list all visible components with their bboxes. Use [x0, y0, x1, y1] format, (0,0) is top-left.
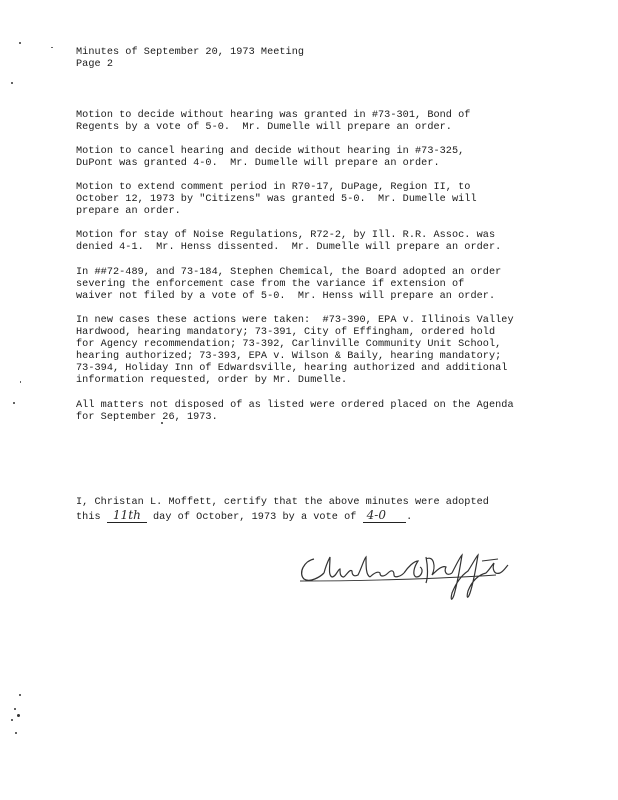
vote-handwritten: 4-0 [366, 508, 387, 522]
paragraph-line: for September 26, 1973. [76, 412, 218, 423]
certification-line: I, Christan L. Moffett, certify that the above minutes were adopted [76, 497, 489, 508]
scan-speck [19, 694, 21, 696]
paragraph-line: 73-394, Holiday Inn of Edwardsville, hearing authorized and additional [76, 363, 508, 374]
certification-middle: day of October, 1973 by a vote of [146, 512, 363, 523]
paragraph-line: DuPont was granted 4-0. Mr. Dumelle will prepare an order. [76, 158, 440, 169]
scan-speck [11, 82, 13, 84]
paragraph-line: Motion to extend comment period in R70-17, DuPage, Region II, to [76, 182, 471, 193]
header-title: Minutes of September 20, 1973 Meeting [76, 47, 305, 58]
signature [296, 547, 516, 607]
paragraph-line: Motion to cancel hearing and decide without hearing in #73-325, [76, 146, 465, 157]
paragraph-line: hearing authorized; 73-393, EPA v. Wilson & Baily, hearing mandatory; [76, 351, 502, 362]
day-handwritten: 11th [112, 508, 141, 522]
scan-speck [20, 381, 21, 383]
scan-speck [11, 719, 13, 721]
certification-line-2 [76, 509, 412, 524]
day-blank [107, 509, 147, 524]
scan-speck [13, 402, 15, 404]
paragraph-line: waiver not filed by a vote of 5-0. Mr. Henss will prepare an order. [76, 291, 496, 302]
paragraph-line: All matters not disposed of as listed were ordered placed on the Agenda [76, 400, 514, 411]
paragraph-line: prepare an order. [76, 206, 181, 217]
paragraph-line: In ##72-489, and 73-184, Stephen Chemical, the Board adopted an order [76, 267, 502, 278]
paragraph-line: denied 4-1. Mr. Henss dissented. Mr. Dumelle will prepare an order. [76, 242, 502, 253]
scan-speck [14, 708, 16, 710]
certification-suffix: . [406, 512, 413, 523]
paragraph-line: severing the enforcement case from the variance if extension of [76, 279, 465, 290]
paragraph-line: In new cases these actions were taken: #73-390, EPA v. Illinois Valley [76, 315, 514, 326]
paragraph-line: October 12, 1973 by "Citizens" was granted 5-0. Mr. Dumelle will [76, 194, 477, 205]
scan-speck [19, 42, 21, 44]
paragraph-line: for Agency recommendation; 73-392, Carlinville Community Unit School, [76, 339, 502, 350]
scan-speck [51, 47, 53, 48]
scan-speck [17, 714, 20, 717]
paragraph-line: Motion to decide without hearing was granted in #73-301, Bond of [76, 110, 471, 121]
paragraph-line: Regents by a vote of 5-0. Mr. Dumelle will prepare an order. [76, 122, 452, 133]
paragraph-line: Motion for stay of Noise Regulations, R72-2, by Ill. R.R. Assoc. was [76, 230, 496, 241]
paragraph-line: Hardwood, hearing mandatory; 73-391, City of Effingham, ordered hold [76, 327, 496, 338]
certification-prefix: this [76, 512, 107, 523]
scan-speck [15, 732, 17, 734]
header-page-number: Page 2 [76, 59, 113, 70]
vote-blank [363, 509, 406, 524]
paragraph-line: information requested, order by Mr. Dumelle. [76, 375, 348, 386]
